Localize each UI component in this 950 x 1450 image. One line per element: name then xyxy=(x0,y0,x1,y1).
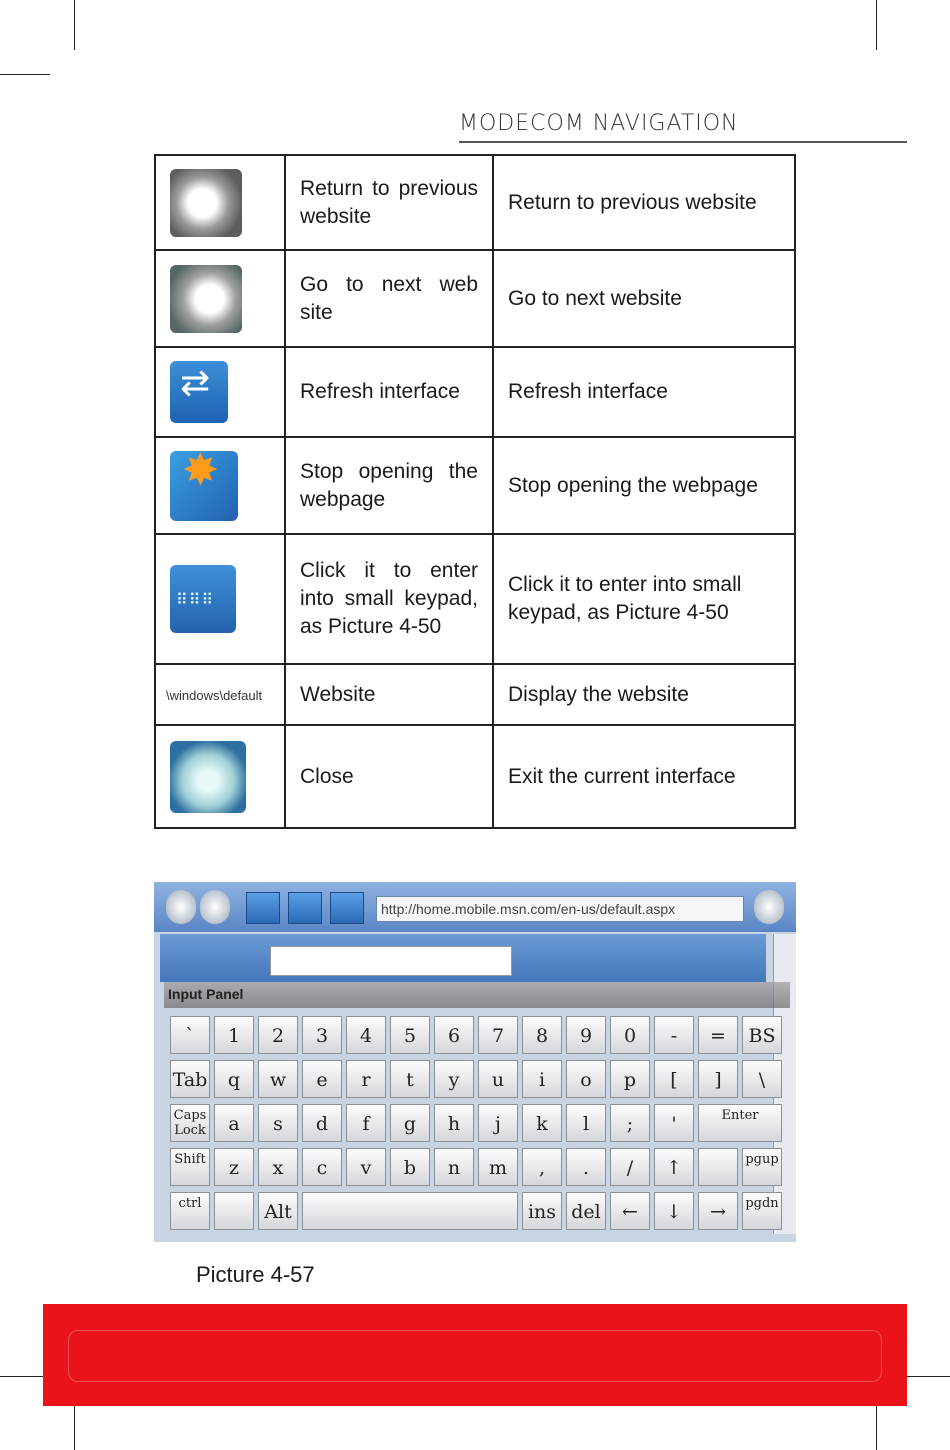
key[interactable]: ] xyxy=(698,1060,738,1098)
row-label: Return to previous website xyxy=(285,155,493,250)
refresh-button[interactable] xyxy=(246,892,280,924)
key[interactable]: 5 xyxy=(390,1016,430,1054)
key[interactable]: 0 xyxy=(610,1016,650,1054)
key[interactable]: i xyxy=(522,1060,562,1098)
key[interactable]: b xyxy=(390,1148,430,1186)
key[interactable]: q xyxy=(214,1060,254,1098)
key[interactable]: 2 xyxy=(258,1016,298,1054)
key[interactable]: - xyxy=(654,1016,694,1054)
input-panel-titlebar xyxy=(164,982,790,1008)
row-label: Stop opening the webpage xyxy=(285,437,493,534)
row-label: Click it to enter into small keypad, as Picture 4-50 xyxy=(285,534,493,664)
keyboard-row xyxy=(170,1102,786,1146)
row-description: Refresh interface xyxy=(493,347,795,437)
key[interactable]: , xyxy=(522,1148,562,1186)
keyboard-row xyxy=(170,1190,786,1234)
key[interactable]: m xyxy=(478,1148,518,1186)
key[interactable]: w xyxy=(258,1060,298,1098)
row-description: Exit the current interface xyxy=(493,725,795,828)
key[interactable]: [ xyxy=(654,1060,694,1098)
key[interactable]: v xyxy=(346,1148,386,1186)
key[interactable]: d xyxy=(302,1104,342,1142)
table-row xyxy=(155,250,795,347)
key[interactable]: / xyxy=(610,1148,650,1186)
footer-band-inner xyxy=(68,1330,882,1382)
key[interactable] xyxy=(214,1192,254,1230)
stop-icon xyxy=(170,451,238,521)
key[interactable]: \ xyxy=(742,1060,782,1098)
key[interactable]: 3 xyxy=(302,1016,342,1054)
key[interactable]: j xyxy=(478,1104,518,1142)
table-row xyxy=(155,347,795,437)
address-field[interactable]: http://home.mobile.msn.com/en-us/default.aspx xyxy=(376,896,744,922)
page-header: MODECOM NAVIGATION xyxy=(459,111,739,136)
browser-screenshot xyxy=(154,882,796,1242)
key[interactable]: Enter xyxy=(698,1104,782,1142)
key[interactable]: l xyxy=(566,1104,606,1142)
key[interactable]: del xyxy=(566,1192,606,1230)
key[interactable]: ` xyxy=(170,1016,210,1054)
key[interactable]: g xyxy=(390,1104,430,1142)
key[interactable]: ↑ xyxy=(654,1148,694,1186)
refresh-icon xyxy=(170,361,228,423)
key[interactable]: c xyxy=(302,1148,342,1186)
key[interactable]: 1 xyxy=(214,1016,254,1054)
keyboard-row xyxy=(170,1146,786,1190)
key[interactable]: ins xyxy=(522,1192,562,1230)
key[interactable]: ← xyxy=(610,1192,650,1230)
key[interactable]: y xyxy=(434,1060,474,1098)
key[interactable]: z xyxy=(214,1148,254,1186)
key[interactable]: → xyxy=(698,1192,738,1230)
close-icon xyxy=(170,741,246,813)
key[interactable]: e xyxy=(302,1060,342,1098)
back-button[interactable] xyxy=(166,890,196,924)
feature-table xyxy=(154,154,796,829)
crop-mark xyxy=(876,1400,877,1450)
key[interactable]: h xyxy=(434,1104,474,1142)
key[interactable]: pgdn xyxy=(742,1192,782,1230)
row-label: Refresh interface xyxy=(285,347,493,437)
table-row xyxy=(155,534,795,664)
row-description: Stop opening the webpage xyxy=(493,437,795,534)
crop-mark xyxy=(0,74,50,75)
row-description: Return to previous website xyxy=(493,155,795,250)
figure-caption: Picture 4-57 xyxy=(196,1262,315,1287)
key[interactable]: ; xyxy=(610,1104,650,1142)
back-icon xyxy=(170,169,242,237)
key[interactable]: 9 xyxy=(566,1016,606,1054)
key[interactable]: BS xyxy=(742,1016,782,1054)
row-label: Go to next web site xyxy=(285,250,493,347)
row-label: Close xyxy=(285,725,493,828)
row-description: Click it to enter into small keypad, as Picture 4-50 xyxy=(493,534,795,664)
key[interactable]: Tab xyxy=(170,1060,210,1098)
key[interactable]: k xyxy=(522,1104,562,1142)
key[interactable]: . xyxy=(566,1148,606,1186)
crop-mark xyxy=(74,1400,75,1450)
forward-button[interactable] xyxy=(200,890,230,924)
table-row xyxy=(155,664,795,725)
key[interactable]: 7 xyxy=(478,1016,518,1054)
keyboard-row xyxy=(170,1014,786,1058)
key[interactable]: 6 xyxy=(434,1016,474,1054)
table-row xyxy=(155,725,795,828)
key[interactable]: pgup xyxy=(742,1148,782,1186)
key[interactable]: Alt xyxy=(258,1192,298,1230)
key[interactable]: ctrl xyxy=(170,1192,210,1230)
row-label: Website xyxy=(285,664,493,725)
key[interactable]: r xyxy=(346,1060,386,1098)
key[interactable] xyxy=(698,1148,738,1186)
key[interactable]: n xyxy=(434,1148,474,1186)
key[interactable]: a xyxy=(214,1104,254,1142)
table-row xyxy=(155,155,795,250)
crop-mark xyxy=(876,0,877,50)
key[interactable]: t xyxy=(390,1060,430,1098)
key[interactable]: = xyxy=(698,1016,738,1054)
header-rule xyxy=(459,141,907,143)
search-input[interactable] xyxy=(270,946,512,976)
close-button[interactable] xyxy=(754,890,784,924)
crop-mark xyxy=(74,0,75,50)
row-description: Display the website xyxy=(493,664,795,725)
key[interactable]: ' xyxy=(654,1104,694,1142)
table-row xyxy=(155,437,795,534)
soft-keyboard xyxy=(170,1014,786,1234)
key[interactable]: f xyxy=(346,1104,386,1142)
crop-mark xyxy=(900,1376,950,1377)
forward-icon xyxy=(170,265,242,333)
path-text: \windows\default xyxy=(166,687,263,703)
key[interactable]: x xyxy=(258,1148,298,1186)
key[interactable]: Caps Lock xyxy=(170,1104,210,1142)
keyboard-button[interactable] xyxy=(330,892,364,924)
key[interactable]: 4 xyxy=(346,1016,386,1054)
key[interactable] xyxy=(302,1192,518,1230)
row-description: Go to next website xyxy=(493,250,795,347)
key[interactable]: o xyxy=(566,1060,606,1098)
key[interactable]: 8 xyxy=(522,1016,562,1054)
keyboard-icon xyxy=(170,565,236,633)
key[interactable]: p xyxy=(610,1060,650,1098)
key[interactable]: ↓ xyxy=(654,1192,694,1230)
keyboard-row xyxy=(170,1058,786,1102)
stop-button[interactable] xyxy=(288,892,322,924)
key[interactable]: s xyxy=(258,1104,298,1142)
input-panel-title: Input Panel xyxy=(168,986,244,1002)
key[interactable]: Shift xyxy=(170,1148,210,1186)
key[interactable]: u xyxy=(478,1060,518,1098)
